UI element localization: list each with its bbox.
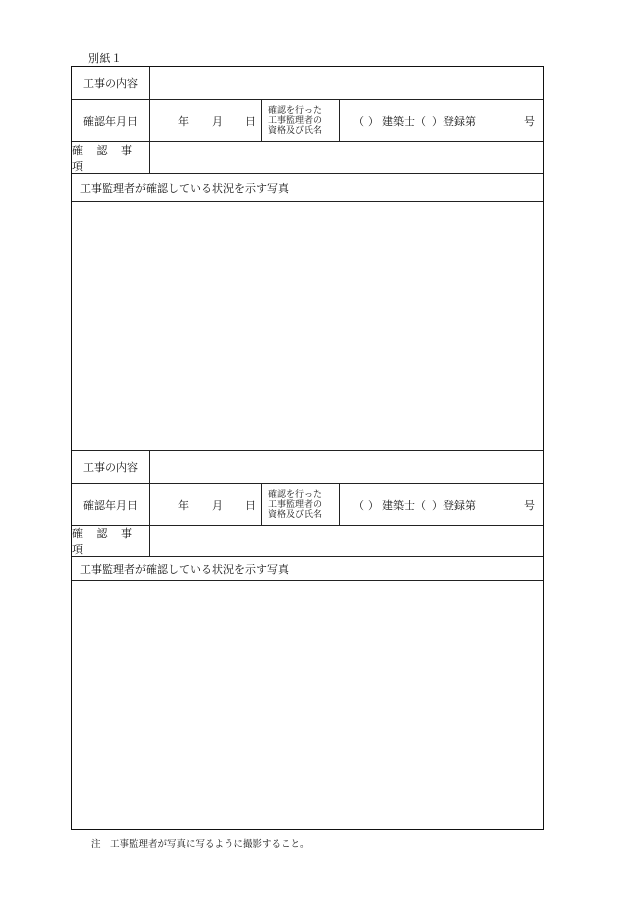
check-items-label: 確 認 事 項	[72, 142, 150, 173]
check-items-field[interactable]	[150, 526, 543, 556]
photo-area-2[interactable]	[72, 581, 543, 829]
work-content-row-2	[72, 451, 543, 484]
number-suffix: 号	[524, 498, 535, 512]
date-label: 確認年月日	[72, 484, 150, 525]
close-paren: ）	[368, 114, 379, 128]
work-content-field[interactable]	[150, 67, 543, 99]
qualification-label-line1: 確認を行った	[268, 105, 323, 116]
close-paren: ）	[368, 498, 379, 512]
architect-title: 建築士（	[382, 498, 426, 512]
qualification-label	[262, 484, 340, 525]
date-row-1	[72, 100, 543, 142]
footnote: 注 工事監理者が写真に写るように撮影すること。	[91, 839, 310, 850]
month-unit: 月	[212, 498, 223, 512]
work-content-label: 工事の内容	[72, 451, 150, 483]
check-items-label: 確 認 事 項	[72, 526, 150, 556]
check-items-row-2	[72, 526, 543, 557]
date-field[interactable]	[150, 484, 262, 525]
date-field[interactable]	[150, 100, 262, 141]
attachment-label: 別紙１	[88, 52, 123, 65]
check-items-row-1	[72, 142, 543, 174]
qualification-label-line2: 工事監理者の	[268, 499, 323, 510]
date-label: 確認年月日	[72, 100, 150, 141]
photo-area-1[interactable]	[72, 202, 543, 451]
registration-number-label: ）登録第	[432, 114, 476, 128]
check-items-field[interactable]	[150, 142, 543, 173]
inspection-photo-form	[71, 66, 544, 830]
work-content-label: 工事の内容	[72, 67, 150, 99]
qualification-label-line3: 資格及び氏名	[268, 125, 323, 136]
open-paren: （	[353, 498, 364, 512]
qualification-label-line2: 工事監理者の	[268, 115, 323, 126]
month-unit: 月	[212, 114, 223, 128]
architect-title: 建築士（	[382, 114, 426, 128]
photo-heading-2: 工事監理者が確認している状況を示す写真	[72, 557, 543, 581]
day-unit: 日	[245, 114, 256, 128]
qualification-label-line1: 確認を行った	[268, 489, 323, 500]
open-paren: （	[353, 114, 364, 128]
day-unit: 日	[245, 498, 256, 512]
architect-registration-field[interactable]	[340, 484, 543, 525]
work-content-row-1	[72, 67, 543, 100]
work-content-field[interactable]	[150, 451, 543, 483]
qualification-label-line3: 資格及び氏名	[268, 509, 323, 520]
year-unit: 年	[178, 114, 189, 128]
architect-registration-field[interactable]	[340, 100, 543, 141]
registration-number-label: ）登録第	[432, 498, 476, 512]
date-row-2	[72, 484, 543, 526]
qualification-label	[262, 100, 340, 141]
photo-heading-1: 工事監理者が確認している状況を示す写真	[72, 174, 543, 202]
year-unit: 年	[178, 498, 189, 512]
number-suffix: 号	[524, 114, 535, 128]
